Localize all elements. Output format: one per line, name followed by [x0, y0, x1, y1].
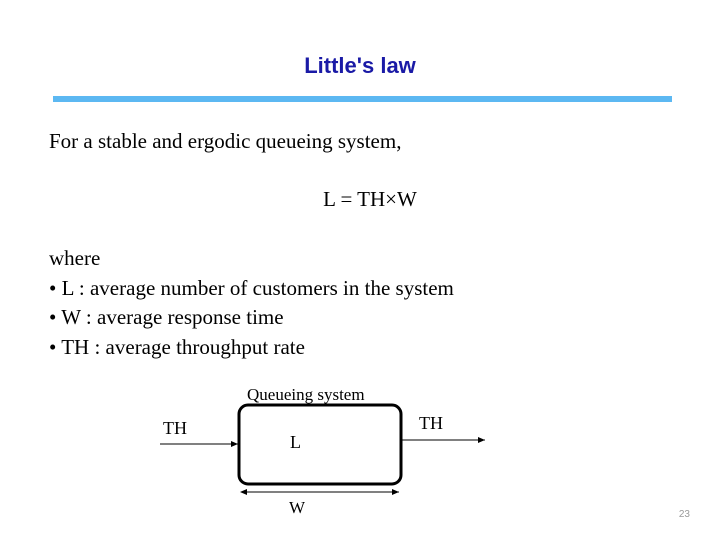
throughput-in-label: TH [163, 418, 187, 438]
response-time-label: W [289, 498, 306, 517]
throughput-out-label: TH [419, 413, 443, 433]
queueing-system-box [239, 405, 401, 484]
intro-text: For a stable and ergodic queueing system, [49, 129, 402, 153]
slide-title: Little's law [304, 53, 416, 78]
bullet-w-definition: • W : average response time [49, 305, 284, 329]
page-number: 23 [678, 509, 690, 520]
bullet-l-definition: • L : average number of customers in the system [49, 275, 454, 300]
bullet-th-definition: • TH : average throughput rate [49, 334, 305, 359]
formula: L = TH×W [323, 187, 417, 211]
queueing-system-label: Queueing system [247, 385, 365, 404]
customers-in-system-label: L [290, 432, 301, 452]
where-label: where [49, 246, 101, 270]
